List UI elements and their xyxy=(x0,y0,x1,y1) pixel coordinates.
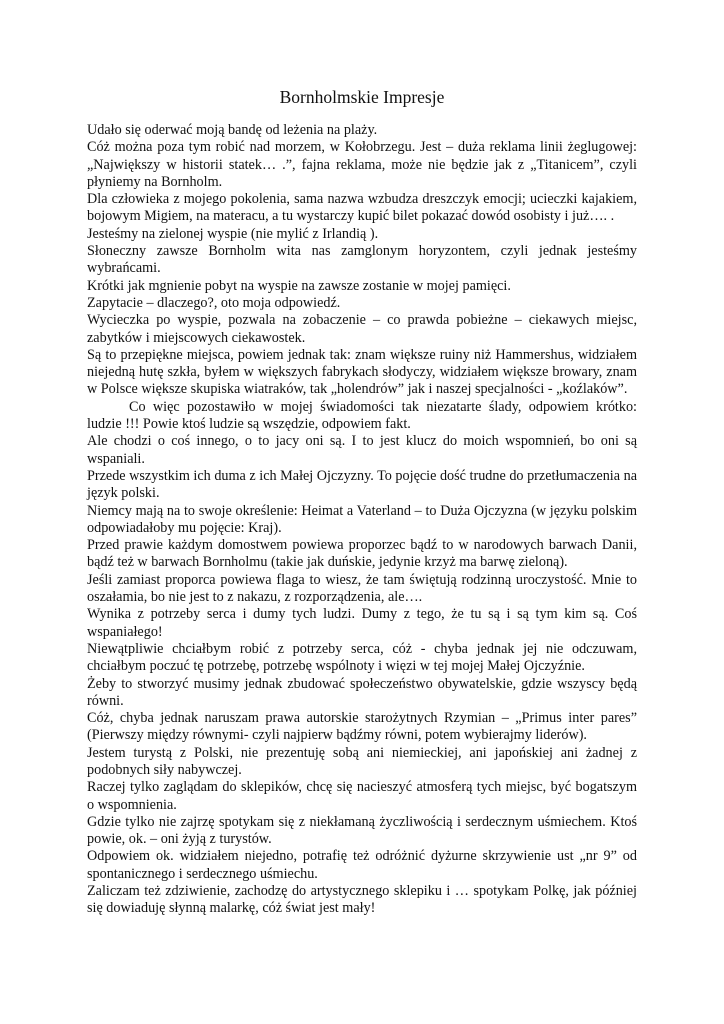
paragraph: Gdzie tylko nie zajrzę spotykam się z niekłamaną życzliwością i serdecznym uśmiechem. Ktoś powie, ok. – oni żyją z turystów. xyxy=(87,813,637,848)
paragraph: Zapytacie – dlaczego?, oto moja odpowiedź. xyxy=(87,294,341,311)
document-body xyxy=(87,122,637,918)
paragraph: Raczej tylko zaglądam do sklepików, chcę się nacieszyć atmosferą tych miejsc, być bogatszym o wspomnienia. xyxy=(87,779,637,813)
paragraph: Przede wszystkim ich duma z ich Małej Ojczyzny. To pojęcie dość trudne do przetłumaczenia na język polski. xyxy=(87,467,637,502)
paragraph: Udało się oderwać moją bandę od leżenia na plaży. xyxy=(87,122,378,138)
document-title: Bornholmskie Impresje xyxy=(279,87,445,107)
paragraph: Przed prawie każdym domostwem powiewa proporzec bądź to w narodowych barwach Danii, bądź też w barwach Bornholmu (takie jak duńskie, jedynie krzyż ma barwę zieloną). xyxy=(87,537,637,571)
paragraph: Krótki jak mgnienie pobyt na wyspie na zawsze zostanie w mojej pamięci. xyxy=(87,277,511,294)
paragraph: Jestem turystą z Polski, nie prezentuję sobą ani niemieckiej, ani japońskiej ani żadnej z podobnych siły nabywczej. xyxy=(87,744,637,778)
paragraph: Dla człowieka z mojego pokolenia, sama nazwa wzbudza dreszczyk emocji; ucieczki kajakiem, bojowym Migiem, na materacu, a tu wystarczy kupić bilet pokazać dowód osobisty i już…. . xyxy=(87,191,637,225)
paragraph: Są to przepiękne miejsca, powiem jednak tak: znam większe ruiny niż Hammershus, widziałem niejedną hutę szkła, byłem w większych fabrykach słodyczy, widziałem większe browary, znam w Polsce większe skupiska wiatraków, tak „holendrów” jak i naszej specjalności - „koźlaków”. xyxy=(87,346,637,398)
paragraph: Ale chodzi o coś innego, o to jacy oni są. I to jest klucz do moich wspomnień, bo oni są wspaniali. xyxy=(87,433,637,467)
paragraph: Słoneczny zawsze Bornholm wita nas zamglonym horyzontem, czyli jednak jesteśmy wybrańcami. xyxy=(87,243,637,277)
paragraph: Jesteśmy na zielonej wyspie (nie mylić z Irlandią ). xyxy=(87,225,379,242)
paragraph: Niemcy mają na to swoje określenie: Heimat a Vaterland – to Duża Ojczyzna (w języku polskim odpowiadałoby mu pojęcie: Kraj). xyxy=(87,502,637,536)
paragraph: Zaliczam też zdziwienie, zachodzę do artystycznego sklepiku i … spotykam Polkę, jak później się dowiaduję słynną malarkę, cóż świat jest mały! xyxy=(87,883,637,917)
paragraph: Odpowiem ok. widziałem niejedno, potrafię też odróżnić dyżurne skrzywienie ust „nr 9” od spontanicznego i serdecznego uśmiechu. xyxy=(87,848,637,882)
paragraph: Wynika z potrzeby serca i dumy tych ludzi. Dumy z tego, że tu są i są tym kim są. Coś wspaniałego! xyxy=(87,606,637,640)
paragraph: Żeby to stworzyć musimy jednak zbudować społeczeństwo obywatelskie, gdzie wszyscy będą równi. xyxy=(87,675,637,709)
paragraph: Cóż, chyba jednak naruszam prawa autorskie starożytnych Rzymian – „Primus inter pares” (Pierwszy między równymi- czyli najpierw bądźmy równi, potem wybierajmy liderów). xyxy=(87,710,637,744)
paragraph: Niewątpliwie chciałbym robić z potrzeby serca, cóż - chyba jednak jej nie odczuwam, chciałbym poczuć tę potrzebę, potrzebę wspólnoty i więzi w tej mojej Małej Ojczyźnie. xyxy=(87,640,637,675)
paragraph: Jeśli zamiast proporca powiewa flaga to wiesz, że tam świętują rodzinną uroczystość. Mnie to oszałamia, bo nie jest to z nakazu, z rozporządzenia, ale…. xyxy=(87,571,637,606)
paragraph: Wycieczka po wyspie, pozwala na zobaczenie – co prawda pobieżne – ciekawych miejsc, zabytków i miejscowych ciekawostek. xyxy=(87,312,637,346)
paragraph: Cóż można poza tym robić nad morzem, w Kołobrzegu. Jest – duża reklama linii żeglugowej: „Największy w historii statek… .”, fajna reklama, może nie będzie jak z „Titanicem”, czyli płyniemy na Bornholm. xyxy=(87,139,637,190)
paragraph: Co więc pozostawiło w mojej świadomości tak niezatarte ślady, odpowiem krótko: ludzie !!! Powie ktoś ludzie są wszędzie, odpowiem fakt. xyxy=(87,398,637,433)
